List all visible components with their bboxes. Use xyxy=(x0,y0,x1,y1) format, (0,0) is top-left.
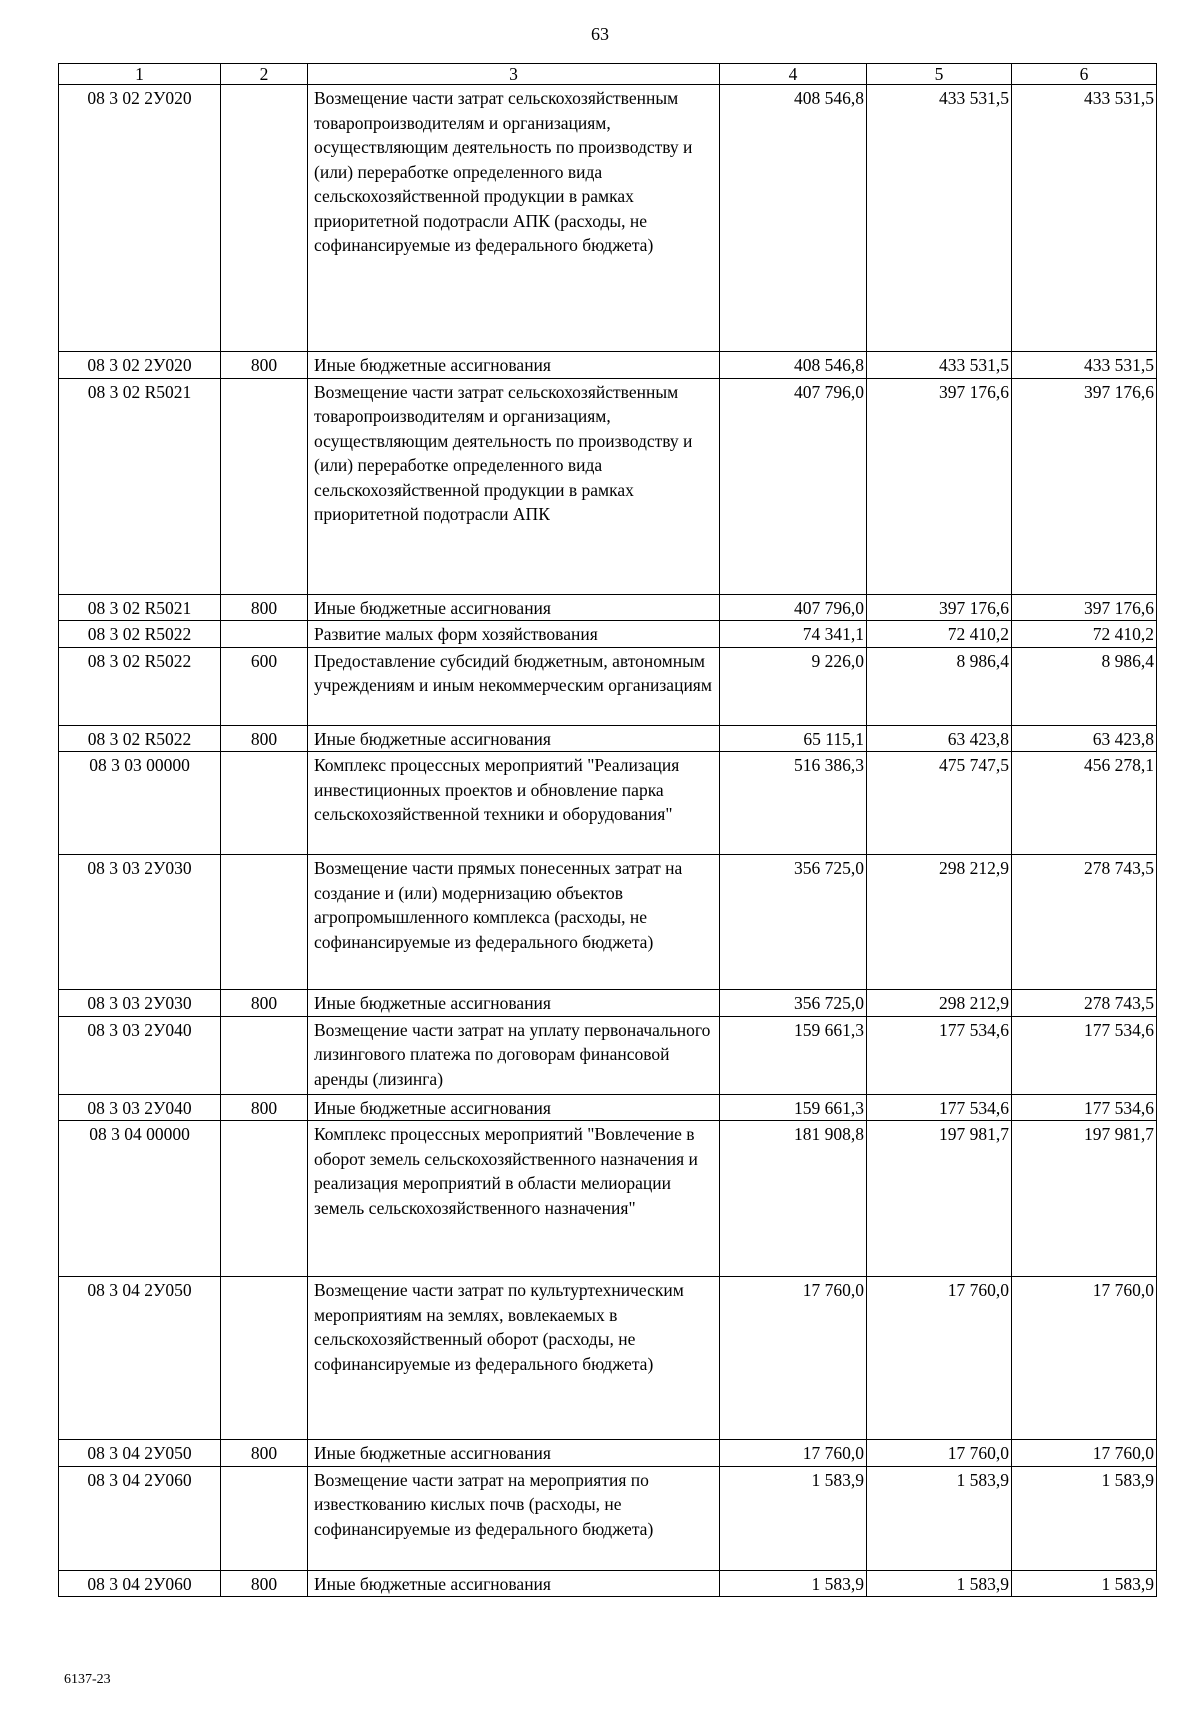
row-description: Иные бюджетные ассигнования xyxy=(308,594,720,621)
amount-col-4: 408 546,8 xyxy=(720,85,867,352)
table-row xyxy=(59,1570,1157,1597)
target-article-code: 08 3 04 2У050 xyxy=(59,1277,221,1440)
budget-table xyxy=(58,63,1157,1597)
target-article-code: 08 3 02 R5021 xyxy=(59,594,221,621)
amount-col-4: 407 796,0 xyxy=(720,594,867,621)
column-header: 4 xyxy=(720,64,867,85)
expense-type-code: 800 xyxy=(221,352,308,379)
document-footer-code: 6137-23 xyxy=(64,1672,111,1687)
table-row xyxy=(59,647,1157,725)
amount-col-6: 397 176,6 xyxy=(1012,594,1157,621)
target-article-code: 08 3 04 2У050 xyxy=(59,1440,221,1467)
amount-col-6: 177 534,6 xyxy=(1012,1016,1157,1094)
target-article-code: 08 3 02 R5022 xyxy=(59,647,221,725)
table-row xyxy=(59,752,1157,855)
row-description: Развитие малых форм хозяйствования xyxy=(308,621,720,648)
target-article-code: 08 3 03 00000 xyxy=(59,752,221,855)
target-article-code: 08 3 02 2У020 xyxy=(59,352,221,379)
table-row xyxy=(59,1466,1157,1570)
table-row xyxy=(59,990,1157,1017)
amount-col-5: 397 176,6 xyxy=(867,378,1012,594)
amount-col-6: 278 743,5 xyxy=(1012,855,1157,990)
amount-col-4: 159 661,3 xyxy=(720,1094,867,1121)
amount-col-6: 1 583,9 xyxy=(1012,1466,1157,1570)
row-description: Возмещение части затрат сельскохозяйственным товаропроизводителям и организациям, осуществляющим деятельность по производству и (или) переработке определенного вида сельскохозяйственной продукции в рамках приоритетной подотрасли АПК xyxy=(308,378,720,594)
table-row xyxy=(59,1121,1157,1277)
table-row xyxy=(59,855,1157,990)
expense-type-code xyxy=(221,378,308,594)
table-row xyxy=(59,594,1157,621)
amount-col-4: 9 226,0 xyxy=(720,647,867,725)
expense-type-code xyxy=(221,85,308,352)
column-header: 1 xyxy=(59,64,221,85)
row-description: Возмещение части затрат на мероприятия по известкованию кислых почв (расходы, не софинансируемые из федерального бюджета) xyxy=(308,1466,720,1570)
amount-col-4: 65 115,1 xyxy=(720,725,867,752)
target-article-code: 08 3 03 2У040 xyxy=(59,1094,221,1121)
row-description: Возмещение части затрат сельскохозяйственным товаропроизводителям и организациям, осуществляющим деятельность по производству и (или) переработке определенного вида сельскохозяйственной продукции в рамках приоритетной подотрасли АПК (расходы, не софинансируемые из федерального бюджета) xyxy=(308,85,720,352)
amount-col-4: 181 908,8 xyxy=(720,1121,867,1277)
amount-col-6: 8 986,4 xyxy=(1012,647,1157,725)
amount-col-5: 72 410,2 xyxy=(867,621,1012,648)
table-row xyxy=(59,378,1157,594)
table-row xyxy=(59,85,1157,352)
table-row xyxy=(59,1440,1157,1467)
amount-col-5: 17 760,0 xyxy=(867,1277,1012,1440)
amount-col-6: 1 583,9 xyxy=(1012,1570,1157,1597)
expense-type-code xyxy=(221,1121,308,1277)
amount-col-4: 408 546,8 xyxy=(720,352,867,379)
amount-col-6: 278 743,5 xyxy=(1012,990,1157,1017)
row-description: Комплекс процессных мероприятий "Вовлечение в оборот земель сельскохозяйственного назначения и реализация мероприятий в области мелиорации земель сельскохозяйственного назначения" xyxy=(308,1121,720,1277)
amount-col-5: 17 760,0 xyxy=(867,1440,1012,1467)
target-article-code: 08 3 03 2У040 xyxy=(59,1016,221,1094)
column-header: 3 xyxy=(308,64,720,85)
target-article-code: 08 3 02 2У020 xyxy=(59,85,221,352)
amount-col-4: 1 583,9 xyxy=(720,1570,867,1597)
expense-type-code xyxy=(221,855,308,990)
row-description: Иные бюджетные ассигнования xyxy=(308,990,720,1017)
expense-type-code: 800 xyxy=(221,725,308,752)
row-description: Комплекс процессных мероприятий "Реализация инвестиционных проектов и обновление парка сельскохозяйственной техники и оборудования" xyxy=(308,752,720,855)
amount-col-6: 63 423,8 xyxy=(1012,725,1157,752)
target-article-code: 08 3 04 2У060 xyxy=(59,1570,221,1597)
expense-type-code: 800 xyxy=(221,1094,308,1121)
amount-col-6: 72 410,2 xyxy=(1012,621,1157,648)
expense-type-code: 600 xyxy=(221,647,308,725)
amount-col-5: 1 583,9 xyxy=(867,1466,1012,1570)
amount-col-5: 8 986,4 xyxy=(867,647,1012,725)
column-header: 5 xyxy=(867,64,1012,85)
amount-col-4: 516 386,3 xyxy=(720,752,867,855)
amount-col-5: 177 534,6 xyxy=(867,1016,1012,1094)
amount-col-6: 433 531,5 xyxy=(1012,352,1157,379)
amount-col-5: 298 212,9 xyxy=(867,990,1012,1017)
expense-type-code: 800 xyxy=(221,594,308,621)
amount-col-4: 17 760,0 xyxy=(720,1440,867,1467)
target-article-code: 08 3 04 2У060 xyxy=(59,1466,221,1570)
row-description: Иные бюджетные ассигнования xyxy=(308,352,720,379)
row-description: Иные бюджетные ассигнования xyxy=(308,1440,720,1467)
amount-col-4: 159 661,3 xyxy=(720,1016,867,1094)
table-header-row xyxy=(59,64,1157,85)
row-description: Возмещение части затрат на уплату первоначального лизингового платежа по договорам финансовой аренды (лизинга) xyxy=(308,1016,720,1094)
row-description: Иные бюджетные ассигнования xyxy=(308,1094,720,1121)
target-article-code: 08 3 02 R5021 xyxy=(59,378,221,594)
target-article-code: 08 3 03 2У030 xyxy=(59,990,221,1017)
amount-col-6: 197 981,7 xyxy=(1012,1121,1157,1277)
amount-col-6: 17 760,0 xyxy=(1012,1277,1157,1440)
amount-col-5: 1 583,9 xyxy=(867,1570,1012,1597)
amount-col-4: 407 796,0 xyxy=(720,378,867,594)
amount-col-6: 433 531,5 xyxy=(1012,85,1157,352)
row-description: Возмещение части затрат по культуртехническим мероприятиям на землях, вовлекаемых в сельскохозяйственный оборот (расходы, не софинансируемые из федерального бюджета) xyxy=(308,1277,720,1440)
table-row xyxy=(59,725,1157,752)
table-row xyxy=(59,1277,1157,1440)
amount-col-6: 456 278,1 xyxy=(1012,752,1157,855)
amount-col-5: 433 531,5 xyxy=(867,85,1012,352)
expense-type-code xyxy=(221,1277,308,1440)
table-row xyxy=(59,1016,1157,1094)
amount-col-5: 63 423,8 xyxy=(867,725,1012,752)
amount-col-4: 356 725,0 xyxy=(720,855,867,990)
row-description: Иные бюджетные ассигнования xyxy=(308,725,720,752)
expense-type-code xyxy=(221,621,308,648)
row-description: Возмещение части прямых понесенных затрат на создание и (или) модернизацию объектов агропромышленного комплекса (расходы, не софинансируемые из федерального бюджета) xyxy=(308,855,720,990)
expense-type-code: 800 xyxy=(221,990,308,1017)
target-article-code: 08 3 02 R5022 xyxy=(59,621,221,648)
amount-col-5: 298 212,9 xyxy=(867,855,1012,990)
amount-col-6: 17 760,0 xyxy=(1012,1440,1157,1467)
target-article-code: 08 3 04 00000 xyxy=(59,1121,221,1277)
row-description: Иные бюджетные ассигнования xyxy=(308,1570,720,1597)
amount-col-6: 397 176,6 xyxy=(1012,378,1157,594)
table-row xyxy=(59,1094,1157,1121)
amount-col-4: 17 760,0 xyxy=(720,1277,867,1440)
amount-col-5: 433 531,5 xyxy=(867,352,1012,379)
table-row xyxy=(59,352,1157,379)
column-header: 2 xyxy=(221,64,308,85)
target-article-code: 08 3 03 2У030 xyxy=(59,855,221,990)
expense-type-code xyxy=(221,1016,308,1094)
page-number: 63 xyxy=(591,24,609,44)
amount-col-5: 475 747,5 xyxy=(867,752,1012,855)
expense-type-code: 800 xyxy=(221,1570,308,1597)
amount-col-5: 177 534,6 xyxy=(867,1094,1012,1121)
row-description: Предоставление субсидий бюджетным, автономным учреждениям и иным некоммерческим организациям xyxy=(308,647,720,725)
target-article-code: 08 3 02 R5022 xyxy=(59,725,221,752)
expense-type-code: 800 xyxy=(221,1440,308,1467)
amount-col-4: 356 725,0 xyxy=(720,990,867,1017)
expense-type-code xyxy=(221,1466,308,1570)
expense-type-code xyxy=(221,752,308,855)
table-row xyxy=(59,621,1157,648)
amount-col-5: 197 981,7 xyxy=(867,1121,1012,1277)
amount-col-4: 1 583,9 xyxy=(720,1466,867,1570)
amount-col-4: 74 341,1 xyxy=(720,621,867,648)
amount-col-5: 397 176,6 xyxy=(867,594,1012,621)
column-header: 6 xyxy=(1012,64,1157,85)
amount-col-6: 177 534,6 xyxy=(1012,1094,1157,1121)
